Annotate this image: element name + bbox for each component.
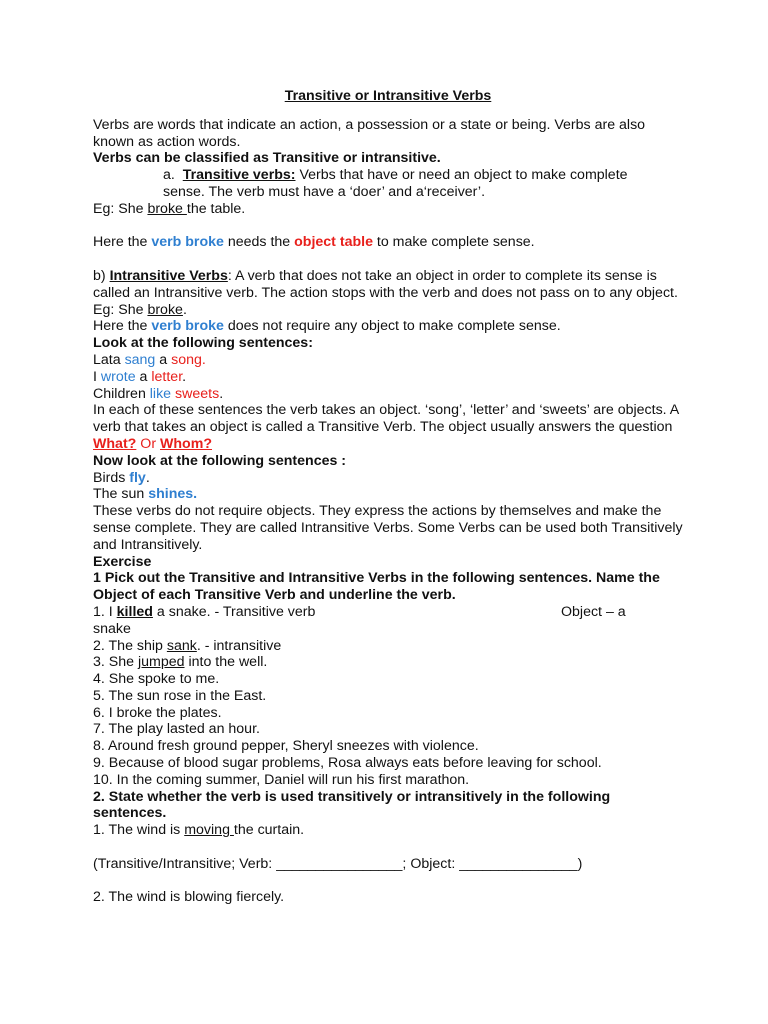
example-text: Eg: She <box>93 200 148 217</box>
text: 1. The wind is <box>93 822 185 839</box>
text: into the well. <box>184 654 268 671</box>
text: a <box>135 368 152 385</box>
exercise-item-1 <box>93 604 683 621</box>
underlined-verb: broke <box>147 301 183 318</box>
text: . <box>182 301 187 318</box>
underlined-verb: moving <box>184 822 234 839</box>
object: sweets <box>175 385 220 402</box>
highlight-verb: verb broke <box>151 318 224 335</box>
transitive-summary <box>93 402 683 452</box>
sentence-birds <box>93 470 683 487</box>
look-heading-2: Now look at the following sentences : <box>93 452 347 469</box>
transitive-term: Transitive verbs: <box>182 167 296 184</box>
text: In each of these sentences the verb takes an object. ‘song’, ‘letter’ and ‘sweets’ are objects. A verb that takes an object is called a Transitive Verb. The object usually answers the question <box>93 402 679 436</box>
text: 1. I <box>93 603 117 620</box>
question-1: 1 Pick out the Transitive and Intransitive Verbs in the following sentences. Name the Object of each Transitive Verb and underline the verb. <box>93 570 660 604</box>
text: the curtain. <box>233 822 305 839</box>
text: Here the <box>93 234 152 251</box>
exercise2-item-2: 2. The wind is blowing fiercely. <box>93 889 285 906</box>
text: Birds <box>93 469 130 486</box>
object-answer-cont: snake <box>93 620 131 637</box>
exercise-item-5: 5. The sun rose in the East. <box>93 687 267 704</box>
example-text: the table. <box>186 200 246 217</box>
sentence-children <box>93 386 683 403</box>
verb: like <box>149 385 172 402</box>
text: I <box>93 368 101 385</box>
page-title: Transitive or Intransitive Verbs <box>284 88 492 104</box>
transitive-def-line1: Verbs that have or need an object to make complete <box>295 167 628 184</box>
underlined-verb: jumped <box>137 654 185 671</box>
exercise-item-7: 7. The play lasted an hour. <box>93 721 260 738</box>
intransitive-def: : A verb that does not take an object in order to complete its sense is called an Intransitive verb. The action stops with the verb and does not pass on to any object. <box>93 267 678 301</box>
exercise-heading: Exercise <box>93 553 152 570</box>
text: . <box>182 368 187 385</box>
verb: fly <box>129 469 146 486</box>
text: to make complete sense. <box>372 234 535 251</box>
text: Or <box>136 435 160 452</box>
text: Lata <box>93 351 125 368</box>
highlight-object: object table <box>294 234 373 251</box>
object: song. <box>171 351 206 368</box>
intransitive-explanation <box>93 318 683 335</box>
text: 2. The ship <box>93 637 167 654</box>
text: . <box>219 385 224 402</box>
text: a snake. - Transitive verb <box>152 603 316 620</box>
transitive-def-line2: sense. The verb must have a ‘doer’ and a‘receiver’. <box>163 183 486 200</box>
text: Eg: She <box>93 301 148 318</box>
verb: shines. <box>148 486 198 503</box>
exercise-item-6: 6. I broke the plates. <box>93 704 222 721</box>
text: a <box>155 351 172 368</box>
example-transitive <box>93 201 683 218</box>
object: letter <box>151 368 183 385</box>
intransitive-summary: These verbs do not require objects. They express the actions by themselves and make the sense complete. They are called Intransitive Verbs. Some Verbs can be used both Transitively and Intransitively. <box>93 503 683 553</box>
text: Here the <box>93 318 152 335</box>
text: . <box>145 469 150 486</box>
intro-paragraph: Verbs are words that indicate an action, a possession or a state or being. Verbs are also known as action words. <box>93 116 646 150</box>
exercise-item-3 <box>93 654 683 671</box>
sentence-lata <box>93 352 683 369</box>
verb: sang <box>124 351 156 368</box>
text: The sun <box>93 486 149 503</box>
text: does not require any object to make complete sense. <box>223 318 561 335</box>
example-intransitive <box>93 302 683 319</box>
list-marker-a: a. <box>163 167 175 184</box>
exercise-item-8: 8. Around fresh ground pepper, Sheryl sneezes with violence. <box>93 738 479 755</box>
object-answer: Object – a <box>561 603 626 620</box>
text: needs the <box>223 234 295 251</box>
sentence-letter <box>93 369 683 386</box>
intransitive-term: Intransitive Verbs <box>109 267 228 284</box>
list-marker-b: b) <box>93 267 110 284</box>
text: Children <box>93 385 150 402</box>
exercise-item-9: 9. Because of blood sugar problems, Rosa always eats before leaving for school. <box>93 755 602 772</box>
look-heading-1: Look at the following sentences: <box>93 335 313 352</box>
question-whom: Whom? <box>160 435 213 452</box>
question-what: What? <box>93 435 137 452</box>
text: 3. She <box>93 654 138 671</box>
exercise-item-4: 4. She spoke to me. <box>93 671 220 688</box>
text: . - intransitive <box>196 637 282 654</box>
classification-heading: Verbs can be classified as Transitive or intransitive. <box>93 150 441 167</box>
underlined-verb: sank <box>166 637 197 654</box>
transitive-definition <box>93 167 683 184</box>
underlined-verb: killed <box>116 603 153 620</box>
question-2: 2. State whether the verb is used transitively or intransitively in the following sentences. <box>93 788 611 822</box>
verb: wrote <box>100 368 136 385</box>
worksheet <box>93 88 683 906</box>
underlined-verb: broke <box>147 200 187 217</box>
transitive-explanation <box>93 234 683 251</box>
intransitive-definition <box>93 268 683 302</box>
sentence-sun <box>93 486 683 503</box>
answer-blank-line: (Transitive/Intransitive; Verb: ________________; Object: _______________) <box>93 855 583 872</box>
highlight-verb: verb broke <box>151 234 224 251</box>
exercise-item-2 <box>93 638 683 655</box>
exercise2-item-1 <box>93 822 683 839</box>
exercise-item-10: 10. In the coming summer, Daniel will run his first marathon. <box>93 771 470 788</box>
